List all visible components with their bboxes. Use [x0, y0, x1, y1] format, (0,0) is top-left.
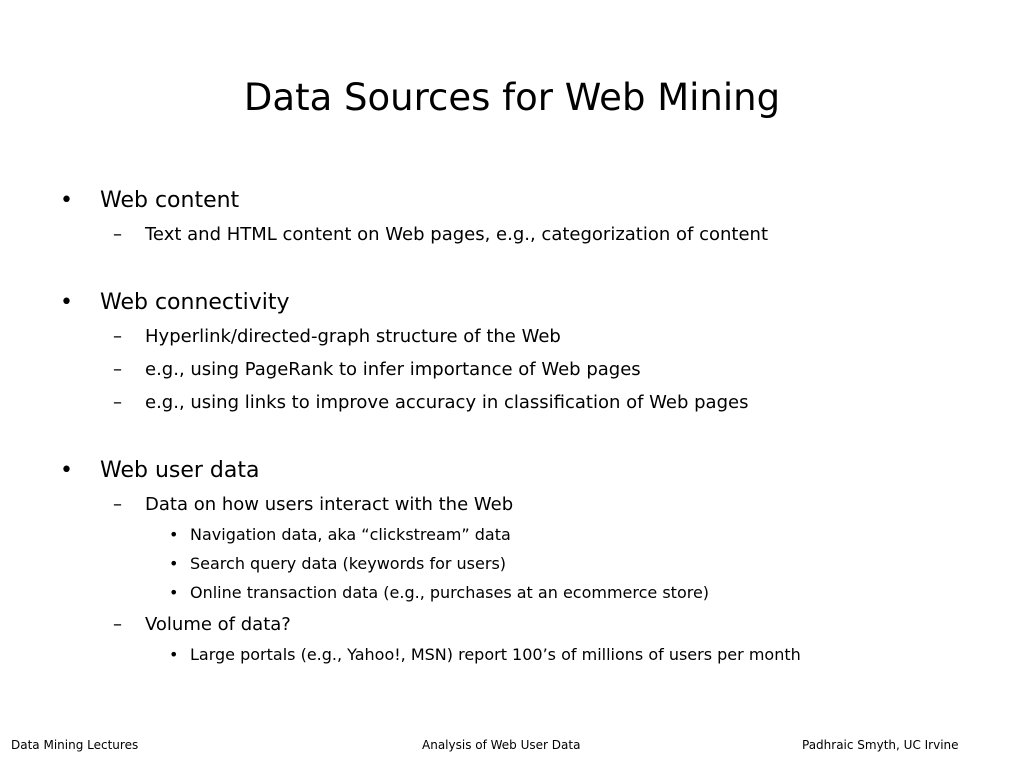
footer-center: Analysis of Web User Data: [422, 738, 581, 752]
list-subitem: Search query data (keywords for users): [190, 554, 507, 573]
small-bullet-marker: •: [169, 645, 179, 664]
list-item: e.g., using links to improve accuracy in classification of Web pages: [145, 392, 749, 413]
footer-left: Data Mining Lectures: [11, 738, 139, 752]
list-item: Data on how users interact with the Web: [145, 494, 514, 515]
bullet-marker: •: [60, 188, 73, 213]
list-item: Hyperlink/directed-graph structure of the Web: [145, 326, 561, 347]
list-subitem: Large portals (e.g., Yahoo!, MSN) report 100’s of millions of users per month: [190, 645, 801, 664]
list-subitem: Online transaction data (e.g., purchases at an ecommerce store): [190, 583, 710, 602]
list-item: Text and HTML content on Web pages, e.g., categorization of content: [145, 224, 768, 245]
section-heading-web-content: Web content: [100, 188, 240, 213]
bullet-marker: •: [60, 290, 73, 315]
section-heading-web-user-data: Web user data: [100, 458, 260, 483]
bullet-marker: •: [60, 458, 73, 483]
dash-marker: –: [113, 494, 122, 515]
dash-marker: –: [113, 359, 122, 380]
small-bullet-marker: •: [169, 583, 179, 602]
list-item: e.g., using PageRank to infer importance of Web pages: [145, 359, 641, 380]
small-bullet-marker: •: [169, 525, 179, 544]
dash-marker: –: [113, 392, 122, 413]
small-bullet-marker: •: [169, 554, 179, 573]
dash-marker: –: [113, 224, 122, 245]
footer-right: Padhraic Smyth, UC Irvine: [802, 738, 959, 752]
dash-marker: –: [113, 326, 122, 347]
list-item: Volume of data?: [145, 614, 291, 635]
dash-marker: –: [113, 614, 122, 635]
slide-title: Data Sources for Web Mining: [243, 76, 781, 119]
section-heading-web-connectivity: Web connectivity: [100, 290, 290, 315]
list-subitem: Navigation data, aka “clickstream” data: [190, 525, 511, 544]
